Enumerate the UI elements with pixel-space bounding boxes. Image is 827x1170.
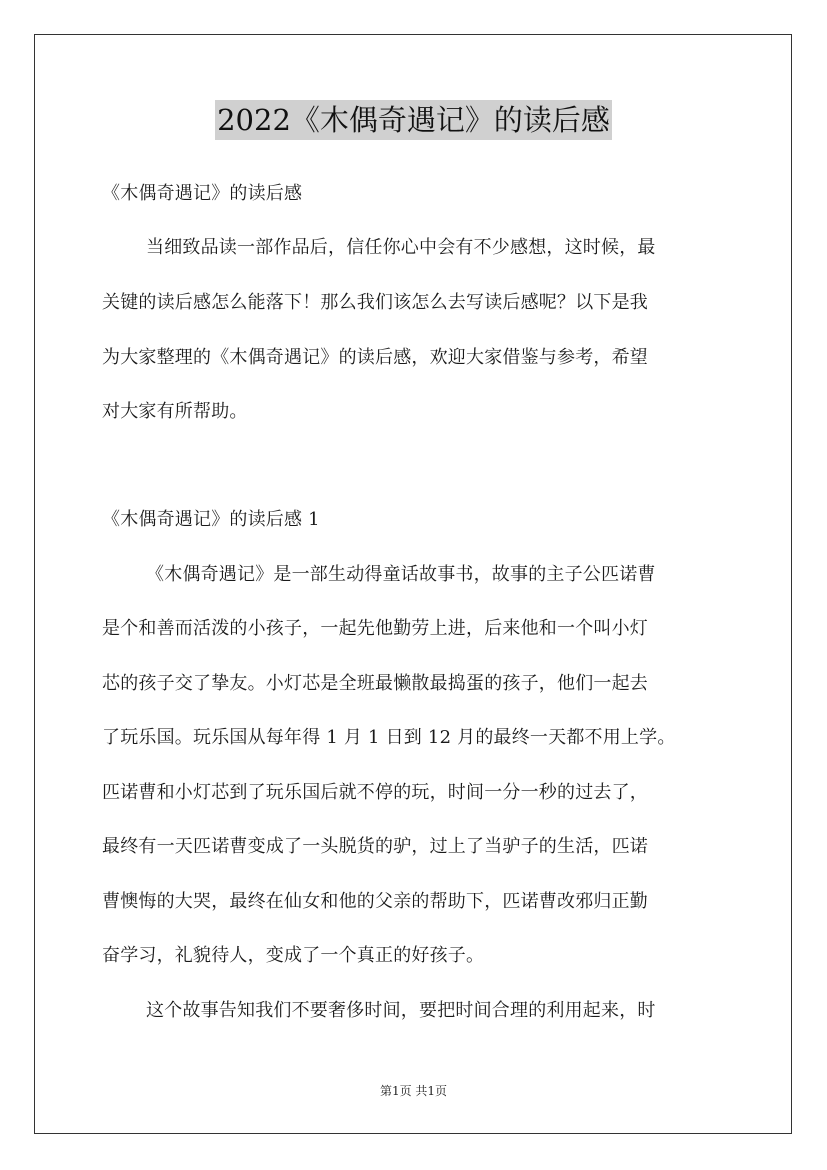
- page-footer: 第1页 共1页: [379, 1084, 448, 1098]
- section-line: 是个和善而活泼的小孩子，一起先他勤劳上进，后来他和一个叫小灯: [102, 618, 648, 639]
- intro-line: 关键的读后感怎么能落下！那么我们该怎么去写读后感呢？以下是我: [102, 292, 648, 313]
- section-line: 了玩乐国。玩乐国从每年得 1 月 1 日到 12 月的最终一天都不用上学。: [102, 727, 676, 748]
- section-line: 曹懊悔的大哭，最终在仙女和他的父亲的帮助下，匹诺曹改邪归正勤: [102, 891, 648, 912]
- section-heading: 《木偶奇遇记》的读后感 1: [102, 509, 320, 530]
- section-line: 最终有一天匹诺曹变成了一头脱货的驴，过上了当驴子的生活，匹诺: [102, 836, 648, 857]
- document-subtitle: 《木偶奇遇记》的读后感: [102, 183, 303, 204]
- intro-line: 对大家有所帮助。: [102, 401, 248, 422]
- intro-line: 为大家整理的《木偶奇遇记》的读后感，欢迎大家借鉴与参考，希望: [102, 347, 648, 368]
- section-line: 芯的孩子交了挚友。小灯芯是全班最懒散最捣蛋的孩子，他们一起去: [102, 673, 648, 694]
- section-line: 这个故事告知我们不要奢侈时间，要把时间合理的利用起来，时: [146, 1000, 656, 1021]
- title-container: [0, 100, 827, 140]
- section-line: 《木偶奇遇记》是一部生动得童话故事书，故事的主子公匹诺曹: [146, 564, 656, 585]
- section-line: 奋学习，礼貌待人，变成了一个真正的好孩子。: [102, 945, 485, 966]
- intro-line: 当细致品读一部作品后，信任你心中会有不少感想，这时候，最: [146, 237, 656, 258]
- section-line: 匹诺曹和小灯芯到了玩乐国后就不停的玩，时间一分一秒的过去了，: [102, 782, 648, 803]
- document-title: 2022《木偶奇遇记》的读后感: [215, 100, 612, 140]
